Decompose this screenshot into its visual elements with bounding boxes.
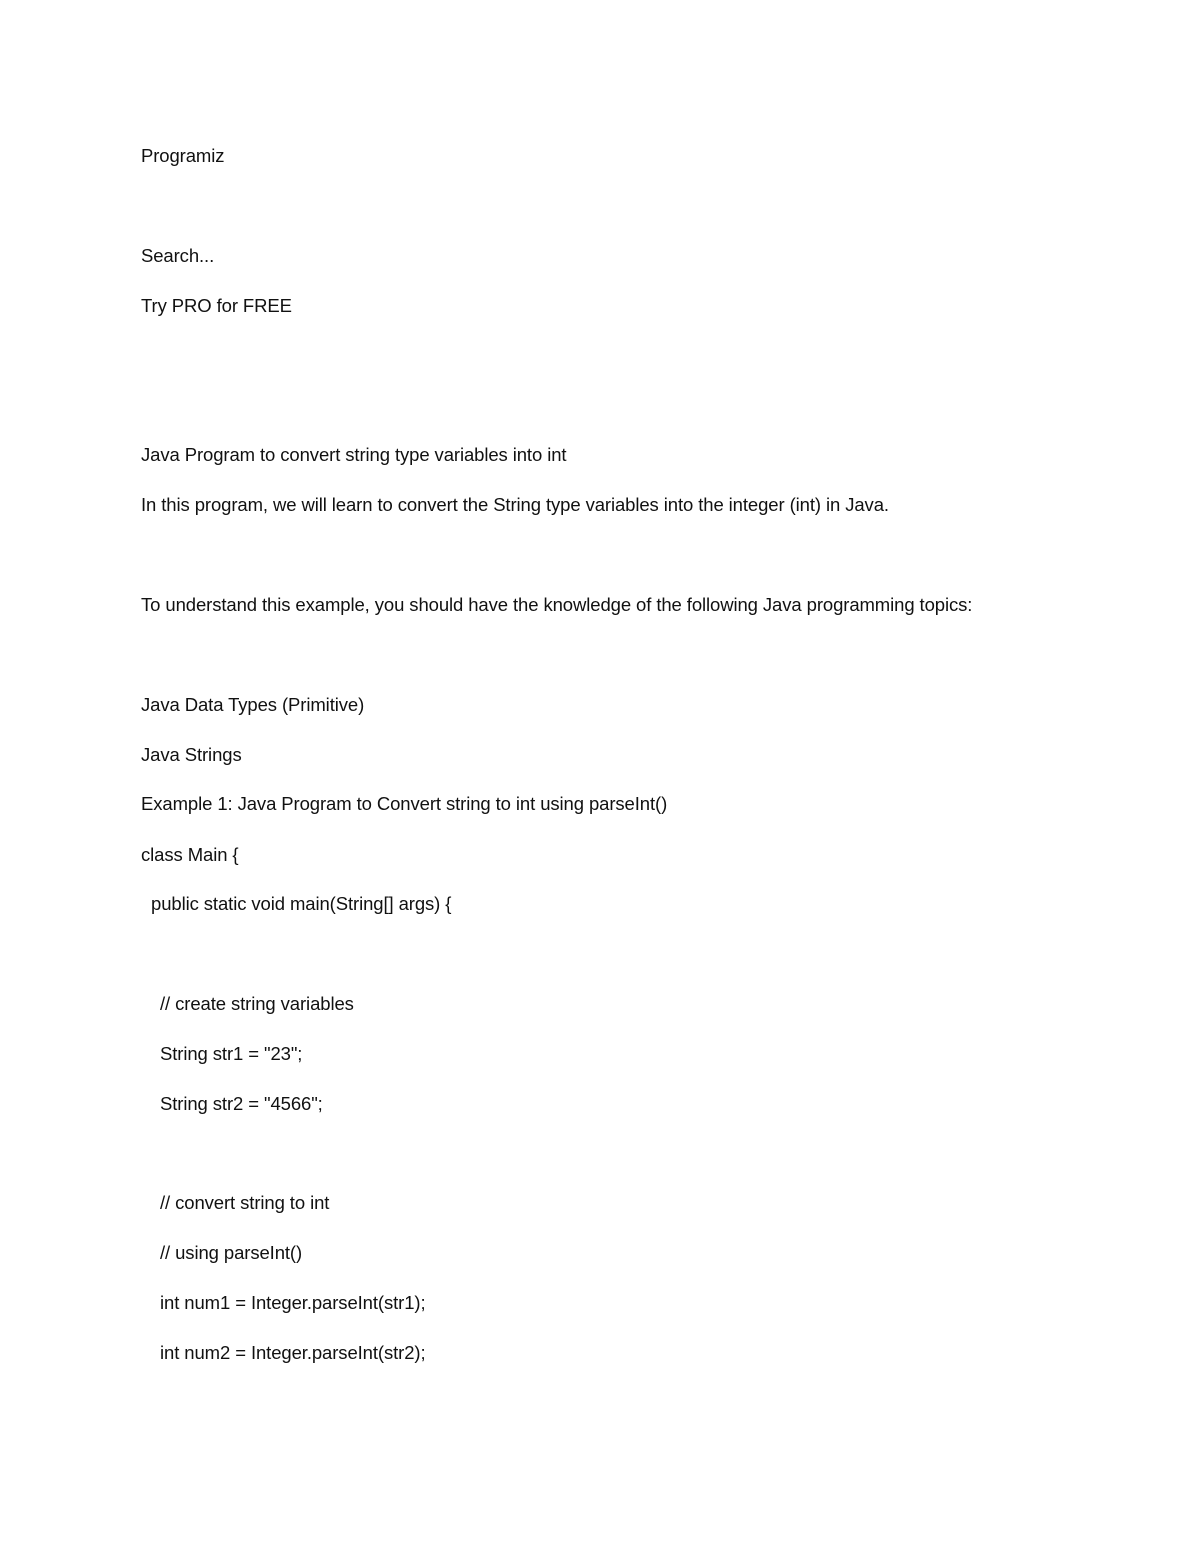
code-comment: // create string variables	[160, 993, 354, 1014]
code-line: String str2 = "4566";	[160, 1093, 323, 1114]
page-title: Java Program to convert string type variables into int	[141, 444, 567, 465]
code-line: class Main {	[141, 844, 239, 865]
code-line: int num2 = Integer.parseInt(str2);	[160, 1342, 426, 1363]
code-line: public static void main(String[] args) {	[151, 893, 452, 914]
site-name: Programiz	[141, 145, 225, 166]
intro-paragraph: In this program, we will learn to convert the String type variables into the integer (int) in Java.	[141, 494, 889, 515]
topic-item-data-types: Java Data Types (Primitive)	[141, 694, 365, 715]
promo-text: Try PRO for FREE	[141, 295, 292, 316]
search-text: Search...	[141, 245, 215, 266]
code-comment: // using parseInt()	[160, 1242, 303, 1263]
topic-item-strings: Java Strings	[141, 744, 242, 765]
code-line: String str1 = "23";	[160, 1043, 303, 1064]
code-line: int num1 = Integer.parseInt(str1);	[160, 1292, 426, 1313]
code-comment: // convert string to int	[160, 1192, 330, 1213]
example-heading: Example 1: Java Program to Convert string to int using parseInt()	[141, 793, 668, 814]
prerequisite-intro: To understand this example, you should have the knowledge of the following Java programming topics:	[141, 594, 973, 615]
